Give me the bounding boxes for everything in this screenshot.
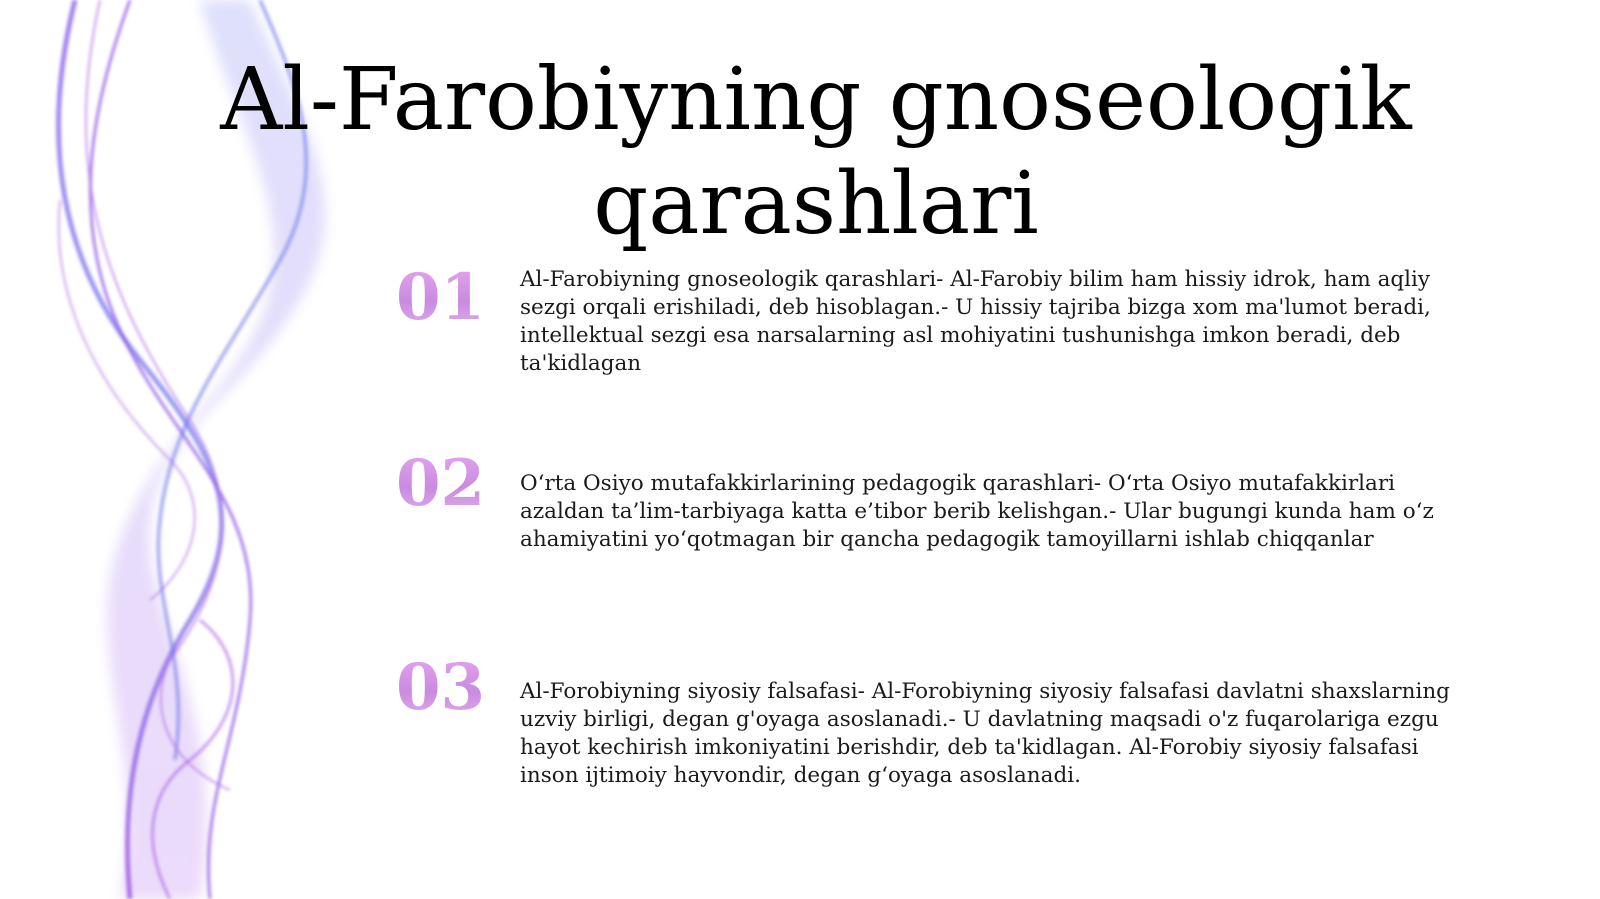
item-number: 03 bbox=[396, 652, 496, 724]
item-text: Al-Farobiyning gnoseologik qarashlari- Al-Farobiy bilim ham hissiy idrok, ham aqliy sezgi orqali erishiladi, deb hisoblagan.- U hissiy tajriba bizga xom ma'lumot beradi, intellektual sezgi esa narsalarning asl mohiyatini tushunishga imkon beradi, deb ta'kidlagan bbox=[520, 267, 1431, 376]
item-number: 02 bbox=[396, 448, 496, 520]
item-text: O‘rta Osiyo mutafakkirlarining pedagogik qarashlari- O‘rta Osiyo mutafakkirlari azaldan ta’lim-tarbiyaga katta e’tibor berib kelishgan.- Ular bugungi kunda ham o‘z ahamiyatini yo‘qotmagan bir qancha pedagogik tamoyillarni ishlab chiqqanlar bbox=[520, 471, 1434, 552]
slide-title: Al-Farobiyning gnoseologik qarashlari bbox=[220, 50, 1412, 254]
item-number: 01 bbox=[396, 262, 496, 334]
item-text: Al-Forobiyning siyosiy falsafasi- Al-Forobiyning siyosiy falsafasi davlatni shaxslarning uzviy birligi, degan g'oyaga asoslanadi.- U davlatning maqsadi o'z fuqarolariga ezgu hayot kechirish imkoniyatini berishdir, deb ta'kidlagan. Al-Forobiy siyosiy falsafasi inson ijtimoiy hayvondir, degan g‘oyaga asoslanadi. bbox=[520, 679, 1450, 788]
